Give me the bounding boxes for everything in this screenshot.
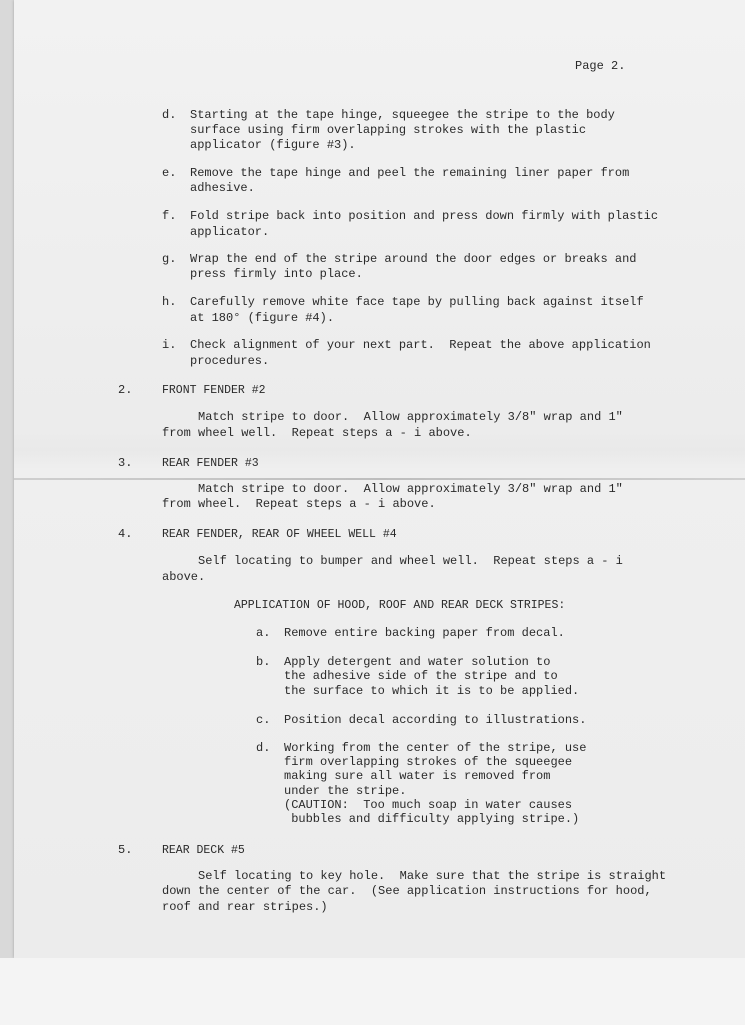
section-4-line: Self locating to bumper and wheel well. Repeat steps a - i: [162, 554, 623, 568]
section-5-number: 5.: [118, 843, 133, 857]
paper-fold-line: [14, 478, 745, 480]
step-d-line: Starting at the tape hinge, squeegee the stripe to the body: [190, 108, 615, 122]
step-i-label: i.: [162, 338, 177, 352]
step-i-line: procedures.: [190, 354, 270, 368]
app-step-d-line: making sure all water is removed from: [284, 769, 551, 783]
section-3-title: REAR FENDER #3: [162, 457, 259, 470]
section-5-line: down the center of the car. (See application instructions for hood,: [162, 884, 652, 898]
section-4-title: REAR FENDER, REAR OF WHEEL WELL #4: [162, 528, 397, 541]
app-step-c-line: Position decal according to illustrations.: [284, 713, 587, 727]
step-e-line: adhesive.: [190, 181, 255, 195]
app-step-d-label: d.: [256, 741, 271, 755]
step-h-line: at 180° (figure #4).: [190, 311, 335, 325]
app-step-b-line: the surface to which it is to be applied.: [284, 684, 580, 698]
step-i-line: Check alignment of your next part. Repeat the above application: [190, 338, 651, 352]
step-d-label: d.: [162, 108, 177, 122]
section-2-line: from wheel well. Repeat steps a - i above.: [162, 426, 472, 440]
app-step-d-line: (CAUTION: Too much soap in water causes: [284, 798, 573, 812]
step-f-line: applicator.: [190, 225, 270, 239]
scanner-background: [0, 958, 745, 1025]
app-step-d-line: under the stripe.: [284, 784, 407, 798]
step-e-label: e.: [162, 166, 177, 180]
step-h-label: h.: [162, 295, 177, 309]
section-2-line: Match stripe to door. Allow approximately 3/8" wrap and 1": [162, 410, 623, 424]
step-f-line: Fold stripe back into position and press down firmly with plastic: [190, 209, 659, 223]
section-2-number: 2.: [118, 383, 133, 397]
step-h-line: Carefully remove white face tape by pulling back against itself: [190, 295, 644, 309]
app-step-a-line: Remove entire backing paper from decal.: [284, 626, 565, 640]
app-step-c-label: c.: [256, 713, 271, 727]
step-d-line: surface using firm overlapping strokes with the plastic: [190, 123, 587, 137]
step-f-label: f.: [162, 209, 177, 223]
app-step-b-label: b.: [256, 655, 271, 669]
section-3-number: 3.: [118, 456, 133, 470]
section-5-title: REAR DECK #5: [162, 844, 245, 857]
page-number: Page 2.: [575, 59, 626, 73]
step-e-line: Remove the tape hinge and peel the remaining liner paper from: [190, 166, 630, 180]
section-3-line: Match stripe to door. Allow approximately 3/8" wrap and 1": [162, 482, 623, 496]
app-step-b-line: Apply detergent and water solution to: [284, 655, 551, 669]
app-step-a-label: a.: [256, 626, 271, 640]
section-2-title: FRONT FENDER #2: [162, 384, 266, 397]
app-step-d-line: bubbles and difficulty applying stripe.): [284, 812, 580, 826]
app-step-b-line: the adhesive side of the stripe and to: [284, 669, 558, 683]
step-g-line: Wrap the end of the stripe around the door edges or breaks and: [190, 252, 637, 266]
step-d-line: applicator (figure #3).: [190, 138, 356, 152]
section-3-line: from wheel. Repeat steps a - i above.: [162, 497, 436, 511]
section-5-line: Self locating to key hole. Make sure that the stripe is straight: [162, 869, 667, 883]
step-g-label: g.: [162, 252, 177, 266]
section-4-line: above.: [162, 570, 206, 584]
app-step-d-line: firm overlapping strokes of the squeegee: [284, 755, 573, 769]
section-4-number: 4.: [118, 527, 133, 541]
app-step-d-line: Working from the center of the stripe, use: [284, 741, 587, 755]
section-5-line: roof and rear stripes.): [162, 900, 328, 914]
application-heading: APPLICATION OF HOOD, ROOF AND REAR DECK STRIPES:: [234, 599, 566, 612]
step-g-line: press firmly into place.: [190, 267, 363, 281]
